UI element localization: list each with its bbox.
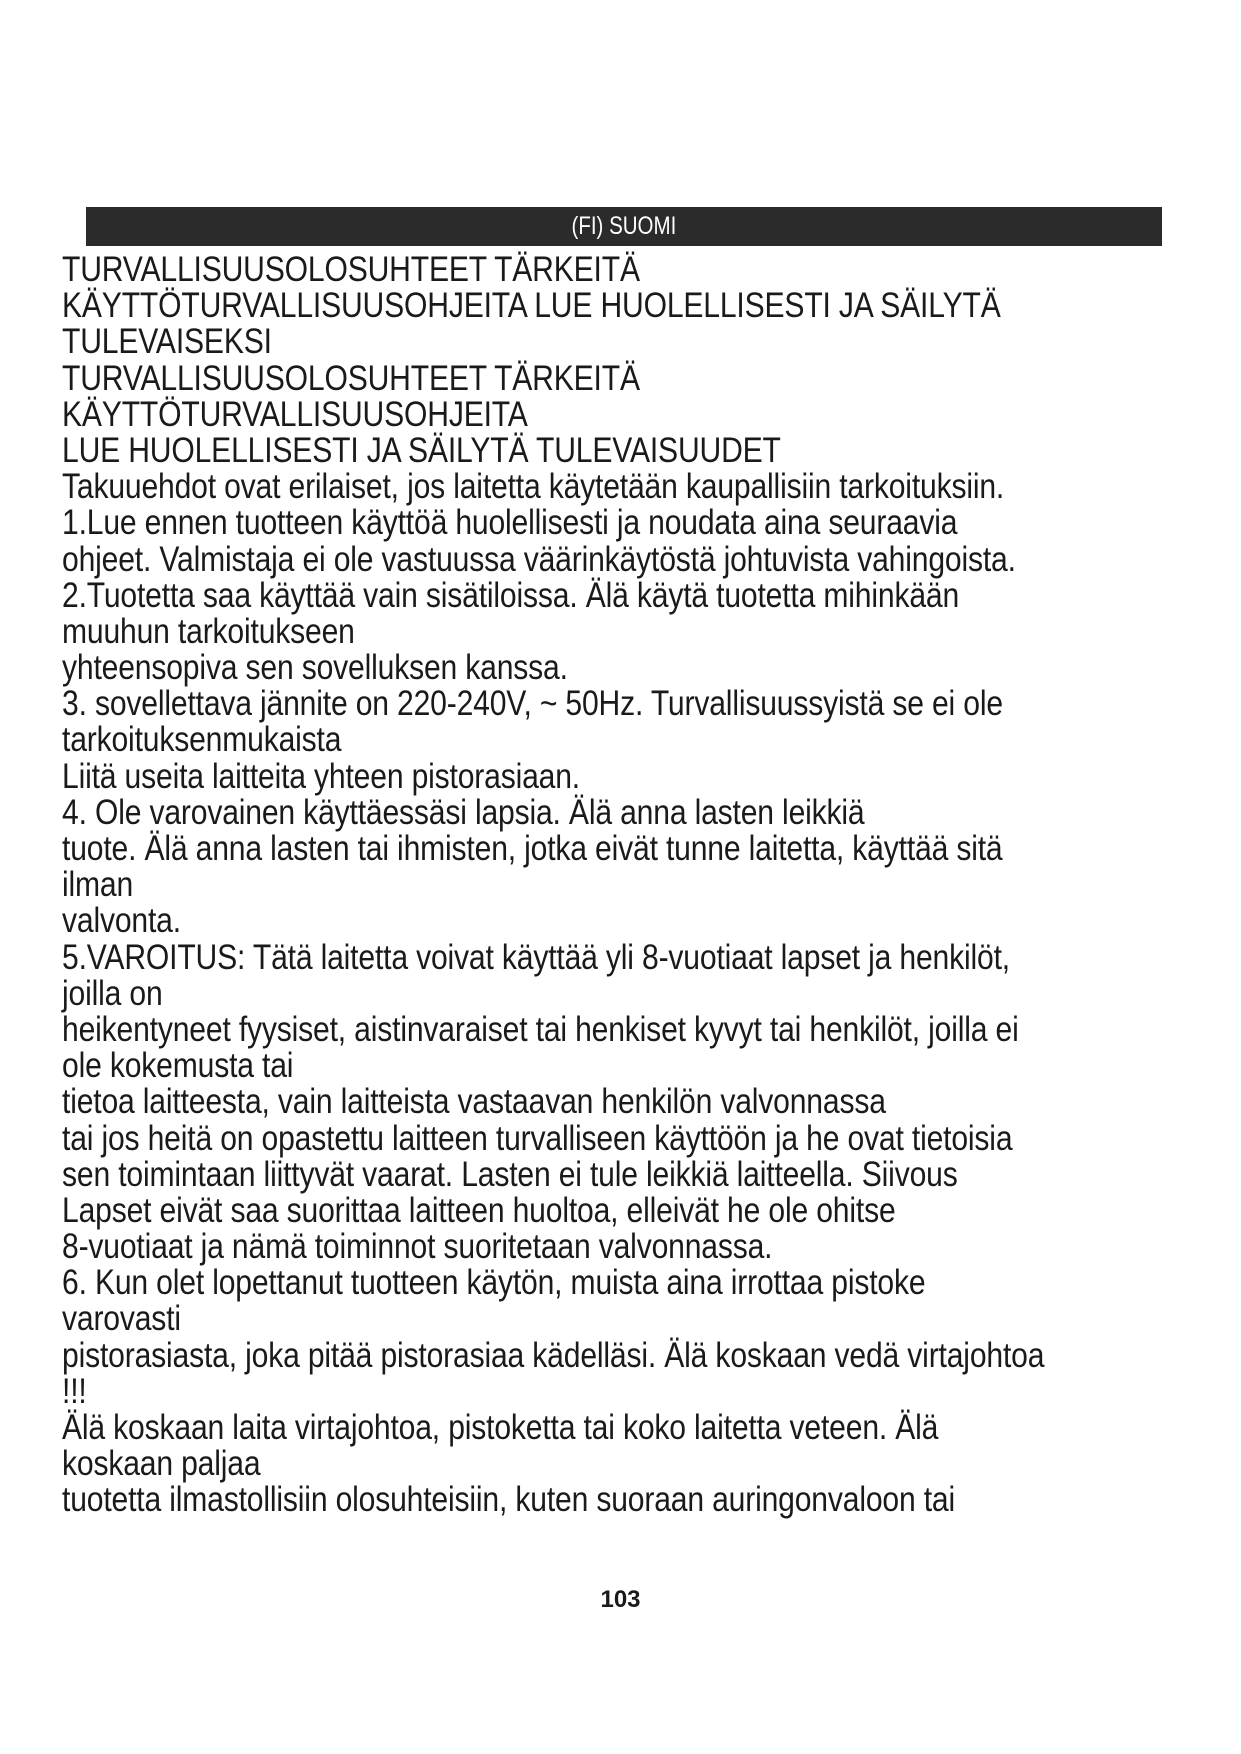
- text-line: 8-vuotiaat ja nämä toiminnot suoritetaan valvonnassa.: [62, 1227, 773, 1267]
- text-line: Lapset eivät saa suorittaa laitteen huoltoa, elleivät he ole ohitse: [62, 1190, 896, 1230]
- text-line: yhteensopiva sen sovelluksen kanssa.: [62, 648, 568, 688]
- text-line: Liitä useita laitteita yhteen pistorasiaan.: [62, 756, 581, 796]
- text-line: KÄYTTÖTURVALLISUUSOHJEITA: [62, 394, 528, 434]
- text-line: muuhun tarkoitukseen: [62, 611, 355, 651]
- text-line: tarkoituksenmukaista: [62, 720, 342, 760]
- text-line: sen toimintaan liittyvät vaarat. Lasten ei tule leikkiä laitteella. Siivous: [62, 1154, 958, 1194]
- text-line: tietoa laitteesta, vain laitteista vastaavan henkilön valvonnassa: [62, 1082, 886, 1122]
- text-line: valvonta.: [62, 901, 181, 941]
- text-line: ole kokemusta tai: [62, 1046, 294, 1086]
- text-line: ilman: [62, 865, 134, 905]
- text-line: pistorasiasta, joka pitää pistorasiaa kädelläsi. Älä koskaan vedä virtajohtoa: [62, 1335, 1045, 1375]
- text-line: TULEVAISEKSI: [62, 322, 272, 362]
- language-label: (FI) SUOMI: [571, 212, 677, 240]
- text-line: varovasti: [62, 1299, 181, 1339]
- text-line: joilla on: [62, 973, 163, 1013]
- text-line: 1.Lue ennen tuotteen käyttöä huolellisesti ja noudata aina seuraavia: [62, 503, 958, 543]
- text-line: Älä koskaan laita virtajohtoa, pistoketta tai koko laitetta veteen. Älä: [62, 1408, 939, 1447]
- text-line: koskaan paljaa: [62, 1444, 261, 1484]
- text-line: Takuuehdot ovat erilaiset, jos laitetta käytetään kaupallisiin tarkoituksiin.: [62, 467, 1005, 507]
- language-header-bar: [86, 207, 1162, 246]
- text-line: heikentyneet fyysiset, aistinvaraiset tai henkiset kyvyt tai henkilöt, joilla ei: [62, 1009, 1019, 1049]
- text-line: 4. Ole varovainen käyttäessäsi lapsia. Älä anna lasten leikkiä: [62, 792, 865, 832]
- page-number: 103: [600, 1586, 641, 1613]
- text-line: !!!: [62, 1371, 87, 1411]
- text-line: KÄYTTÖTURVALLISUUSOHJEITA LUE HUOLELLISESTI JA SÄILYTÄ: [62, 286, 1001, 326]
- text-line: tuotetta ilmastollisiin olosuhteisiin, kuten suoraan auringonvaloon tai: [62, 1480, 956, 1520]
- text-line: 2.Tuotetta saa käyttää vain sisätiloissa. Älä käytä tuotetta mihinkään: [62, 575, 960, 615]
- text-line: TURVALLISUUSOLOSUHTEET TÄRKEITÄ: [62, 358, 640, 398]
- text-line: tuote. Älä anna lasten tai ihmisten, jotka eivät tunne laitetta, käyttää sitä: [62, 829, 1003, 868]
- text-line: TURVALLISUUSOLOSUHTEET TÄRKEITÄ: [62, 250, 640, 289]
- text-line: 6. Kun olet lopettanut tuotteen käytön, muista aina irrottaa pistoke: [62, 1263, 926, 1303]
- text-line: LUE HUOLELLISESTI JA SÄILYTÄ TULEVAISUUDET: [62, 430, 781, 470]
- text-line: 3. sovellettava jännite on 220-240V, ~ 50Hz. Turvallisuussyistä se ei ole: [62, 684, 1003, 724]
- text-line: ohjeet. Valmistaja ei ole vastuussa väärinkäytöstä johtuvista vahingoista.: [62, 539, 1016, 579]
- document-body: [62, 252, 1182, 1519]
- text-line: 5.VAROITUS: Tätä laitetta voivat käyttää yli 8-vuotiaat lapset ja henkilöt,: [62, 937, 1010, 977]
- text-line: tai jos heitä on opastettu laitteen turvalliseen käyttöön ja he ovat tietoisia: [62, 1118, 1013, 1158]
